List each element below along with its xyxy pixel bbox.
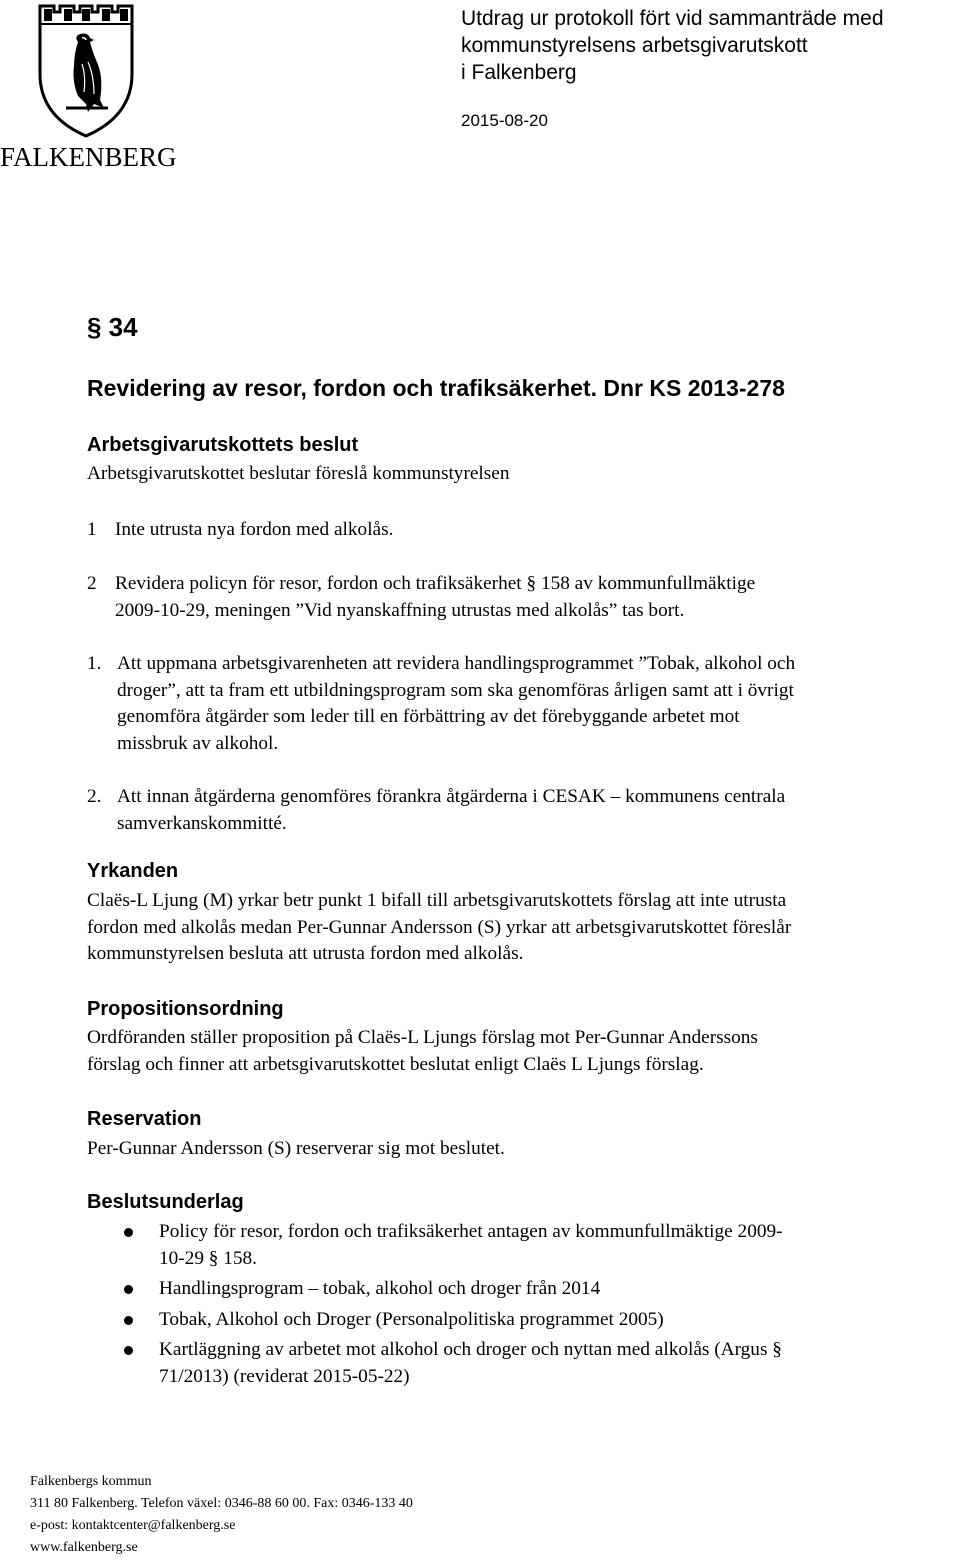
item-text-line: genomföra åtgärder som leder till en förbättring av det förebyggande arbetet mot — [117, 706, 740, 727]
text-line: Claës-L Ljung (M) yrkar betr punkt 1 bifall till arbetsgivarutskottets förslag att inte utrusta — [87, 890, 787, 911]
yrkanden-text — [87, 888, 791, 968]
header-date: 2015-08-20 — [461, 111, 548, 130]
text-line: fordon med alkolås medan Per-Gunnar Andersson (S) yrkar att arbetsgivarutskottet föreslår — [87, 916, 792, 938]
item-text-line: Revidera policyn för resor, fordon och trafiksäkerhet § 158 av kommunfullmäktige — [115, 573, 756, 594]
item-number: 1 — [87, 519, 97, 540]
beslut-item-2 — [87, 571, 755, 624]
section-number: § 34 — [87, 312, 138, 342]
header-line-3: i Falkenberg — [461, 61, 577, 84]
list-item-line: Tobak, Alkohol och Droger (Personalpolitiska programmet 2005) — [159, 1308, 664, 1330]
beslut-heading: Arbetsgivarutskottets beslut — [87, 434, 359, 456]
falkenberg-logo — [0, 0, 180, 175]
item-text-line: droger”, att ta fram ett utbildningsprogram som ska genomföras årligen samt att i övrigt — [117, 679, 794, 701]
item-number: 2 — [87, 573, 97, 594]
beslut-item-2-1 — [87, 651, 795, 757]
footer-email: e-post: kontaktcenter@falkenberg.se — [30, 1518, 236, 1533]
item-text: Inte utrusta nya fordon med alkolås. — [115, 519, 394, 540]
list-item-line: Handlingsprogram – tobak, alkohol och droger från 2014 — [159, 1278, 601, 1299]
text-line: Ordföranden ställer proposition på Claës-L Ljungs förslag mot Per-Gunnar Anderssons — [87, 1027, 758, 1048]
yrkanden-heading: Yrkanden — [87, 860, 179, 882]
underlag-heading: Beslutsunderlag — [87, 1191, 244, 1213]
protocol-header — [461, 5, 951, 131]
footer-org: Falkenbergs kommun — [30, 1474, 152, 1489]
logo-wordmark: FALKENBERG — [0, 142, 177, 172]
list-item — [87, 1337, 947, 1390]
item-text-line: Att innan åtgärderna genomföres förankra åtgärderna i CESAK – kommunens centrala — [117, 786, 786, 807]
list-item-line: 71/2013) (reviderat 2015-05-22) — [159, 1365, 410, 1387]
bullet-icon — [124, 1228, 133, 1237]
item-text — [117, 651, 795, 757]
item-text-line: 2009-10-29, meningen ”Vid nyanskaffning utrustas med alkolås” tas bort. — [115, 599, 685, 621]
reservation-heading: Reservation — [87, 1108, 202, 1130]
item-text — [117, 784, 785, 837]
beslut-item-2-2 — [87, 784, 785, 837]
list-item — [87, 1276, 947, 1303]
bullet-icon — [124, 1285, 133, 1294]
item-text-line: samverkanskommitté. — [117, 812, 287, 834]
beslut-intro: Arbetsgivarutskottet beslutar föreslå kommunstyrelsen — [87, 463, 510, 484]
item-text-line: missbruk av alkohol. — [117, 732, 279, 754]
list-item — [87, 1219, 947, 1272]
proposition-heading: Propositionsordning — [87, 998, 284, 1020]
section-title: Revidering av resor, fordon och trafiksäkerhet. Dnr KS 2013-278 — [87, 375, 785, 401]
footer-address: 311 80 Falkenberg. Telefon växel: 0346-88 60 00. Fax: 0346-133 40 — [30, 1496, 413, 1511]
text-line: kommunstyrelsen besluta att utrusta fordon med alkolås. — [87, 943, 524, 964]
proposition-text — [87, 1025, 758, 1078]
reservation-text: Per-Gunnar Andersson (S) reserverar sig mot beslutet. — [87, 1138, 505, 1159]
bullet-icon — [124, 1346, 133, 1355]
page-footer — [30, 1471, 413, 1559]
list-item-line: Policy för resor, fordon och trafiksäkerhet antagen av kommunfullmäktige 2009- — [159, 1221, 783, 1242]
item-text-line: Att uppmana arbetsgivarenheten att revidera handlingsprogrammet ”Tobak, alkohol och — [117, 653, 796, 674]
beslut-item-1 — [87, 517, 393, 544]
header-line-1: Utdrag ur protokoll fört vid sammanträde med — [461, 7, 884, 30]
underlag-list — [87, 1219, 947, 1390]
coat-of-arms-icon — [38, 4, 134, 138]
list-item-line: 10-29 § 158. — [159, 1247, 258, 1269]
item-number: 2. — [87, 786, 102, 807]
item-text — [115, 571, 755, 624]
text-line: förslag och finner att arbetsgivarutskottet beslutat enligt Claës L Ljungs förslag. — [87, 1053, 704, 1075]
list-item — [87, 1307, 947, 1334]
footer-web: www.falkenberg.se — [30, 1540, 138, 1555]
header-line-2: kommunstyrelsens arbetsgivarutskott — [461, 34, 808, 57]
bullet-icon — [124, 1316, 133, 1325]
list-item-line: Kartläggning av arbetet mot alkohol och droger och nyttan med alkolås (Argus § — [159, 1339, 782, 1360]
item-number: 1. — [87, 653, 102, 674]
